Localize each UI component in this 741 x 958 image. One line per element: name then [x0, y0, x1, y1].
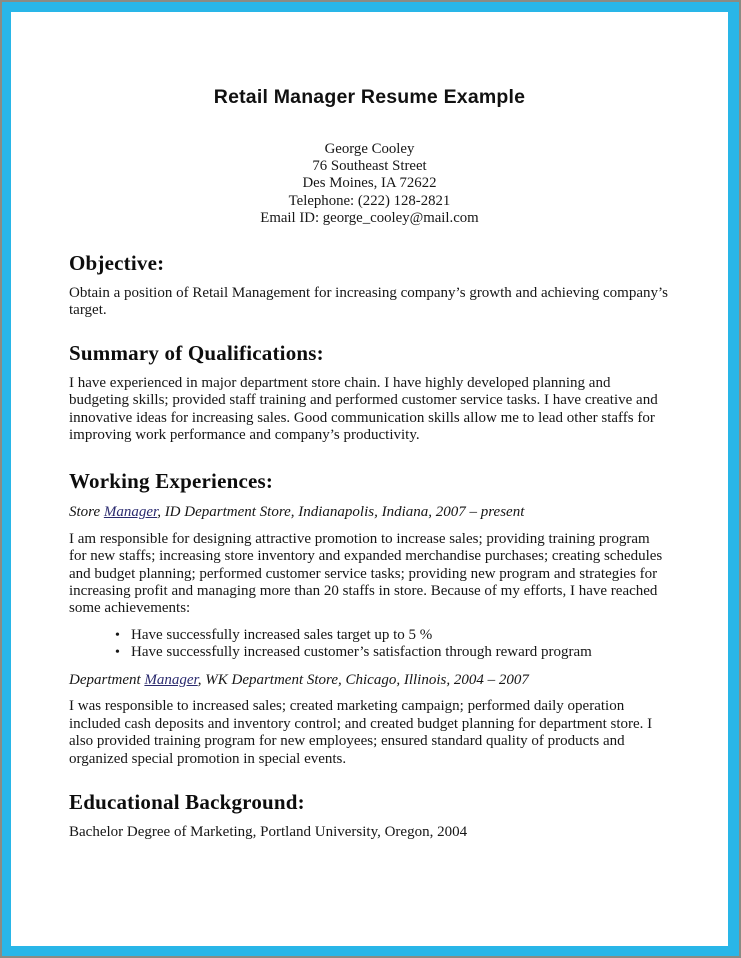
job-title-line: [69, 672, 670, 689]
section-objective: [69, 251, 670, 320]
summary-body: I have experienced in major department store chain. I have highly developed planning and budgeting skills; provided staff training and performed customer service tasks. I have creative and innovative ideas for increasing sales. Good communication skills allow me to lead other staffs for improving work performance and company’s productivity.: [69, 374, 658, 444]
section-summary: [69, 341, 670, 445]
section-education: [69, 790, 670, 841]
achievements-list: [69, 627, 670, 662]
contact-email: Email ID: george_cooley@mail.com: [260, 209, 479, 226]
job-title-manager-link[interactable]: Manager: [103, 504, 158, 521]
working-experiences-heading: Working Experiences:: [69, 469, 274, 494]
contact-name: George Cooley: [324, 141, 415, 157]
job-description: I am responsible for designing attractive promotion to increase sales; providing training program for new staffs; increasing store inventory and expanded merchandise purchases; creating schedules and budget planning; performed customer service tasks; providing new program and strategies for increasing profit and managing more than 20 staffs in store. Because of my efforts, I have reached some achievements:: [69, 530, 663, 617]
achievement-item: • Have successfully increased sales target up to 5 %: [115, 627, 670, 645]
contact-block: [69, 141, 670, 227]
page-title: Retail Manager Resume Example: [213, 86, 526, 108]
achievement-item: • Have successfully increased customer’s satisfaction through reward program: [115, 644, 670, 662]
summary-heading: Summary of Qualifications:: [69, 340, 324, 365]
objective-heading: Objective:: [69, 251, 165, 276]
section-working-experiences: [69, 469, 670, 768]
job-entry-department-manager: [69, 672, 670, 768]
job-title-suffix: , WK Department Store, Chicago, Illinois, 2004 – 2007: [197, 672, 529, 689]
contact-telephone: Telephone: (222) 128-2821: [288, 192, 451, 209]
job-title-suffix: , ID Department Store, Indianapolis, Indiana, 2007 – present: [157, 504, 525, 521]
job-title-prefix: Department: [69, 672, 145, 689]
objective-body: Obtain a position of Retail Management for increasing company’s growth and achieving company’s target.: [69, 285, 669, 319]
job-title-line: [69, 504, 670, 521]
contact-street: 76 Southeast Street: [312, 158, 427, 175]
job-entry-store-manager: [69, 504, 670, 662]
contact-city-state-zip: Des Moines, IA 72622: [302, 175, 437, 192]
education-body: Bachelor Degree of Marketing, Portland University, Oregon, 2004: [69, 824, 468, 841]
job-title-prefix: Store: [69, 504, 104, 521]
education-heading: Educational Background:: [69, 790, 305, 815]
resume-content-area: [11, 12, 728, 946]
job-title-manager-link[interactable]: Manager: [144, 672, 198, 689]
job-description: I was responsible to increased sales; created marketing campaign; performed daily operation included cash deposits and inventory control; and created budget planning for department store. I also provided training program for new employees; ensured standard quality of products and organized special promotion in special events.: [69, 698, 653, 767]
